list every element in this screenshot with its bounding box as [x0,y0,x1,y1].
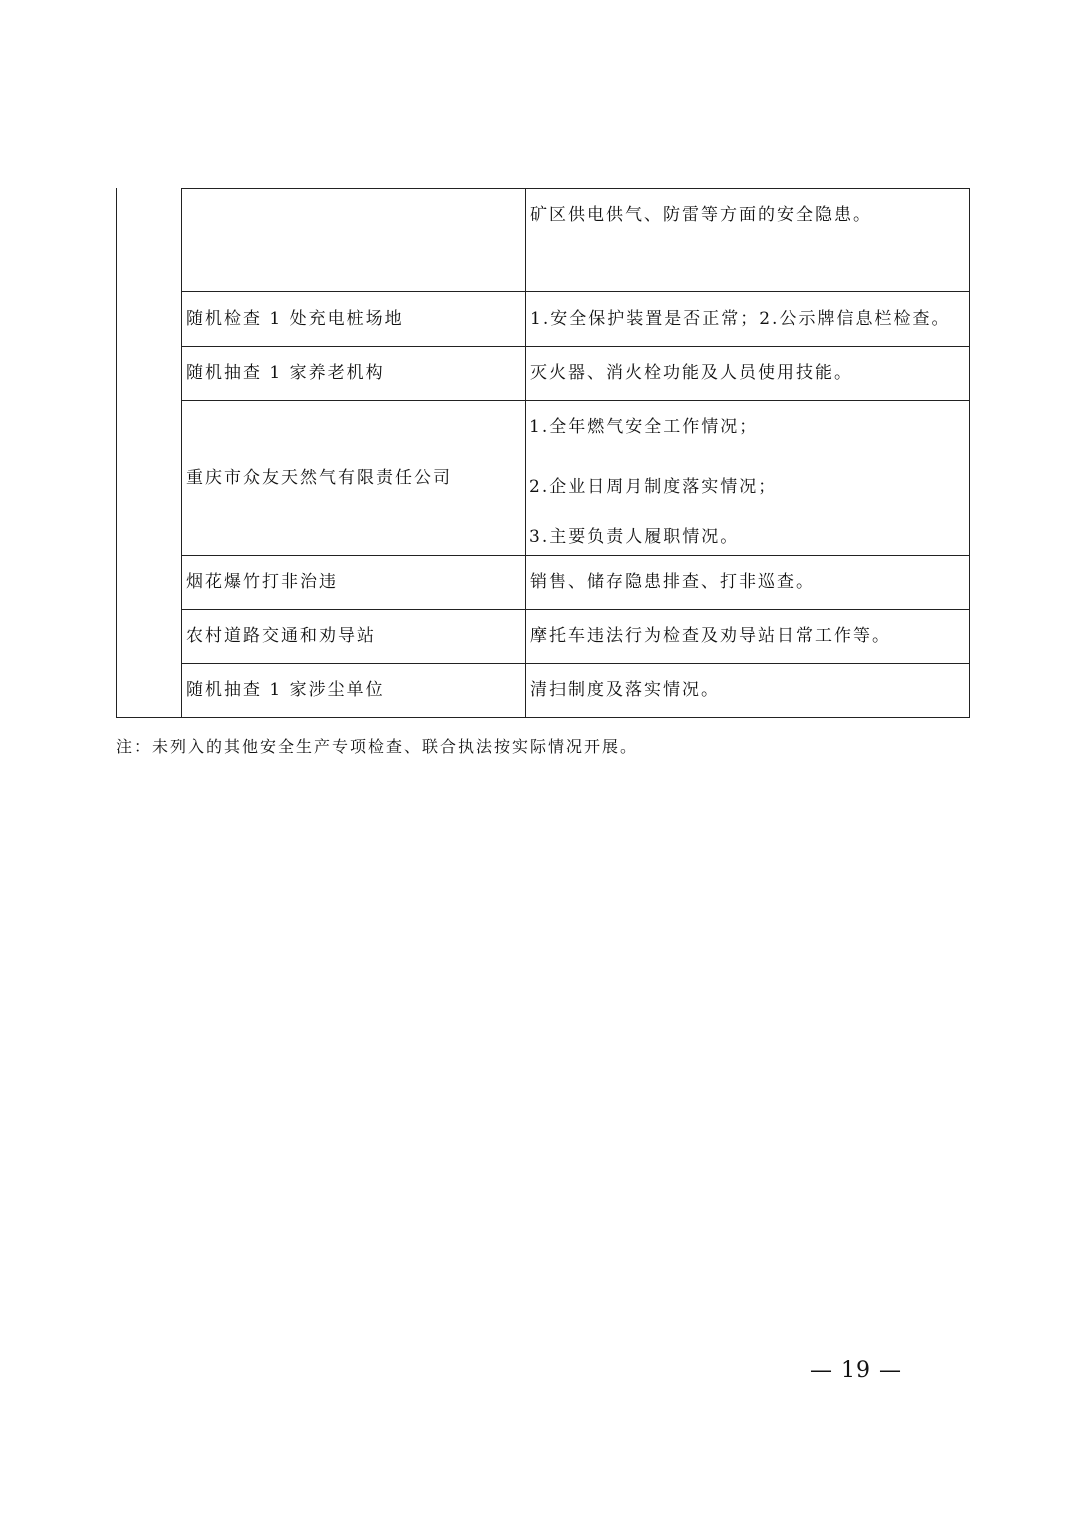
footnote: 注：未列入的其他安全生产专项检查、联合执法按实际情况开展。 [116,737,639,756]
cell-text-line: 3.主要负责人履职情况。 [529,527,740,547]
table-cell-item [181,346,526,401]
table-cell-content [525,609,970,664]
page-number: — 19 — [810,1358,902,1383]
table-cell-item [181,609,526,664]
cell-text: 随机检查 1 处充电桩场地 [186,308,404,329]
cell-text: 随机抽查 1 家养老机构 [186,363,385,384]
cell-text: 烟花爆竹打非治违 [186,572,338,593]
inspection-table [116,188,970,718]
cell-text: 灭火器、消火栓功能及人员使用技能。 [530,363,853,384]
cell-text: 销售、储存隐患排查、打非巡查。 [530,572,815,593]
table-cell-content [525,188,970,292]
table-cell-item [181,188,526,292]
table-cell-item [181,555,526,610]
cell-text: 矿区供电供气、防雷等方面的安全隐患。 [530,205,872,225]
cell-text: 1.安全保护装置是否正常；2.公示牌信息栏检查。 [530,308,951,329]
cell-text: 摩托车违法行为检查及劝导站日常工作等。 [530,626,891,647]
table-cell-item [181,400,526,556]
cell-text-line: 1.全年燃气安全工作情况； [529,417,759,437]
table-cell-content [525,346,970,401]
table-cell-content [525,555,970,610]
table-cell-item [181,291,526,347]
table-cell-content [525,663,970,718]
cell-text: 农村道路交通和劝导站 [186,626,376,647]
table-left-border [116,188,117,718]
cell-text: 随机抽查 1 家涉尘单位 [186,680,385,701]
table-cell-item [181,663,526,718]
cell-text-line: 2.企业日周月制度落实情况； [529,477,778,497]
cell-text: 重庆市众友天然气有限责任公司 [186,467,452,488]
cell-text: 清扫制度及落实情况。 [530,680,720,701]
table-cell-content [525,291,970,347]
table-bottom-border [116,717,182,718]
table-cell-content [525,400,970,556]
